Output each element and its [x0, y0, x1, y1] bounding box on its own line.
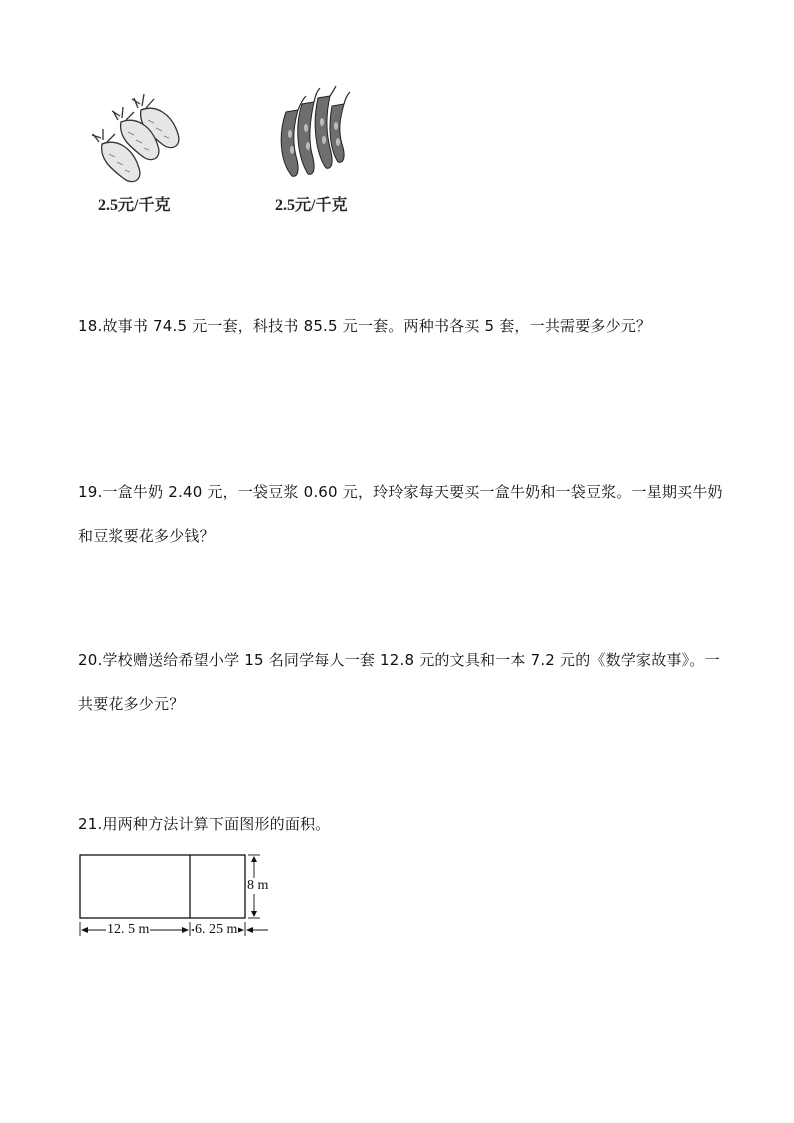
question-number: 21. [78, 815, 103, 833]
carrot-price: 2.5元/千克 [98, 197, 171, 214]
question-number: 19. [78, 483, 103, 501]
question-text: 学校赠送给希望小学 15 名同学每人一套 12.8 元的文具和一本 7.2 元的《数学家故事》。一共要花多少元？ [78, 651, 720, 713]
question-21 [78, 802, 728, 846]
question-20 [78, 638, 728, 726]
question-text: 故事书 74.5 元一套，科技书 85.5 元一套。两种书各买 5 套，一共需要多少元？ [102, 317, 652, 335]
width-right-label: 6. 25 m [195, 922, 238, 937]
carrot-image [86, 92, 192, 188]
question-text: 一盒牛奶 2.40 元，一袋豆浆 0.60 元，玲玲家每天要买一盒牛奶和一袋豆浆。一星期买牛奶和豆浆要花多少钱？ [78, 483, 723, 545]
question-text: 用两种方法计算下面图形的面积。 [102, 815, 331, 833]
beans-price: 2.5元/千克 [275, 197, 348, 214]
carrot-icon [86, 92, 192, 188]
question-number: 18. [78, 317, 103, 335]
question-number: 20. [78, 651, 103, 669]
question-18 [78, 304, 728, 348]
question-19 [78, 470, 728, 558]
bean-pods-icon [268, 84, 358, 184]
height-label: 8 m [247, 878, 269, 893]
beans-image [268, 84, 358, 184]
area-figure [78, 852, 278, 938]
width-left-label: 12. 5 m [107, 922, 150, 937]
